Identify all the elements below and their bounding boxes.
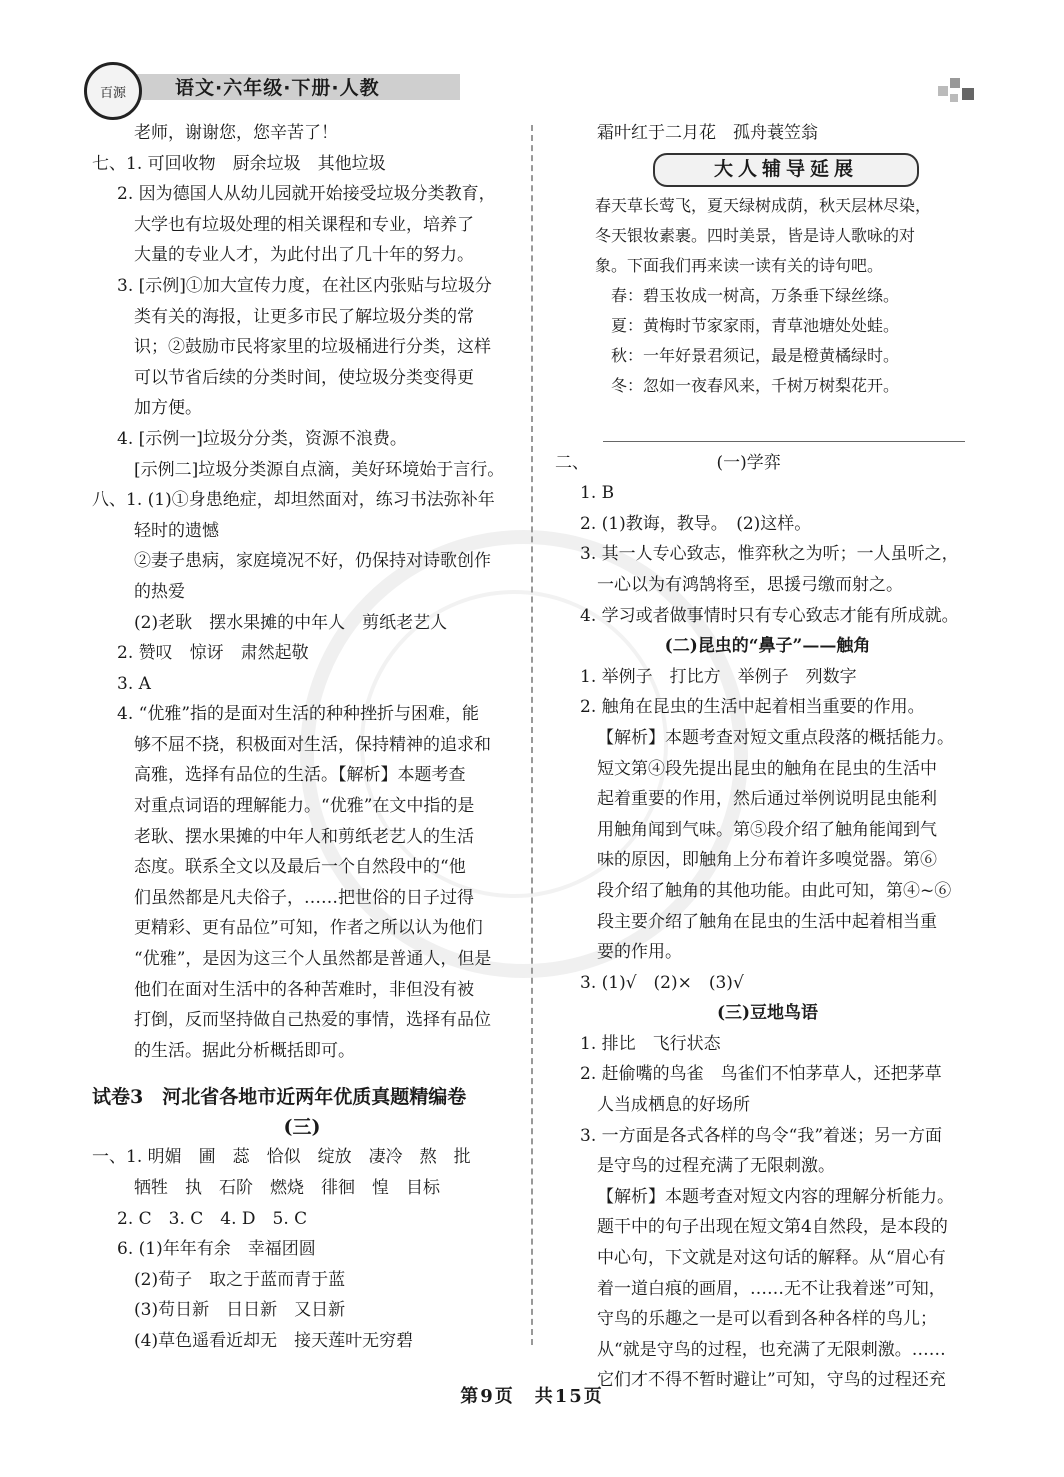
answer-line: 它们才不得不暂时避让”可知，守鸟的过程还充 (597, 1370, 946, 1391)
answer-line: 2. 赶偷嘴的鸟雀 鸟雀们不怕茅草人，还把茅草 (580, 1064, 942, 1085)
answer-line: 的热爱 (134, 581, 185, 602)
exam3-title: 试卷3 河北省各地市近两年优质真题精编卷 (92, 1086, 467, 1109)
answer-line: 是守鸟的过程充满了无限刺激。 (597, 1156, 835, 1177)
answer-line: 加方便。 (134, 398, 202, 419)
page-footer: 第9页 共15页 (460, 1386, 604, 1407)
left-column (92, 118, 512, 1357)
answer-line: 【解析】本题考查对短文内容的理解分析能力。 (597, 1186, 954, 1207)
answer-line: [示例二]垃圾分类源自点滴，美好环境始于言行。 (134, 459, 505, 480)
answer-line: 2. C 3. C 4. D 5. C (117, 1208, 308, 1229)
extension-line: 冬：忽如一夜春风来，千树万树梨花开。 (595, 375, 900, 395)
answer-line: 牺牲 执 石阶 燃烧 徘徊 惶 目标 (134, 1178, 440, 1198)
answer-line: “优雅”，是因为这三个人虽然都是普通人，但是 (134, 949, 492, 970)
answer-line: 二、 (一)学弈 (555, 452, 781, 473)
answer-line: 中心句，下文就是对这句话的解释。从“眉心有 (597, 1248, 946, 1269)
answer-line: 高雅，选择有品位的生活。【解析】本题考查 (134, 765, 466, 786)
answer-line: 3. A (117, 673, 151, 694)
answer-line: 6. (1)年年有余 幸福团圆 (117, 1239, 316, 1260)
answer-line: 3. 一方面是各式各样的鸟令“我”着迷；另一方面 (580, 1125, 943, 1146)
extension-line: 秋：一年好景君须记，最是橙黄橘绿时。 (595, 345, 900, 365)
answer-line: 2. (1)教诲，教导。 (2)这样。 (580, 513, 812, 534)
answer-line: 段介绍了触角的其他功能。由此可知，第④~⑥ (597, 880, 952, 901)
extension-line: 冬天银妆素裹。四时美景，皆是诗人歌咏的对 (595, 225, 916, 245)
answer-line: (3)苟日新 日日新 又日新 (134, 1300, 346, 1321)
answer-line: 用触角闻到气味。第⑤段介绍了触角能闻到气 (597, 819, 937, 840)
section-heading: (三)豆地鸟语 (716, 1003, 819, 1024)
answer-line: 2. 赞叹 惊讶 肃然起敬 (117, 643, 309, 664)
answer-line: 老师，谢谢您，您辛苦了！ (134, 123, 338, 143)
left-answers (92, 118, 512, 1066)
answer-line: 一、1. 明媚 圃 蕊 恰似 绽放 凄冷 熬 批 (92, 1147, 471, 1168)
extension-line: 夏：黄梅时节家家雨，青草池塘处处蛙。 (595, 315, 900, 335)
extension-body (595, 191, 965, 401)
answer-line: 起着重要的作用，然后通过举例说明昆虫能利 (597, 789, 937, 810)
answer-line: (2)荀子 取之于蓝而青于蓝 (134, 1269, 346, 1290)
answer-line: 短文第④段先提出昆虫的触角在昆虫的生活中 (597, 758, 937, 779)
logo-text: 百源 (99, 85, 126, 101)
answer-line: 八、1. (1)①身患绝症，却坦然面对，练习书法弥补年 (92, 490, 495, 511)
answer-line: 从“就是守鸟的过程，也充满了无限刺激。…… (597, 1339, 946, 1360)
extension-box (595, 153, 965, 442)
answer-line: (4)草色遥看近却无 接天莲叶无穷碧 (134, 1330, 414, 1351)
publisher-logo (84, 62, 142, 120)
answer-line: 轻时的遗憾 (134, 520, 219, 541)
exam3-answers (92, 1142, 512, 1356)
answer-line: 1. B (580, 483, 615, 504)
page-header (80, 62, 990, 102)
answer-line: 七、1. 可回收物 厨余垃圾 其他垃圾 (92, 153, 386, 174)
answer-line: 打倒，反而坚持做自己热爱的事情，选择有品位 (134, 1010, 491, 1031)
answer-line: 老耿、摆水果摊的中年人和剪纸老艺人的生活 (134, 826, 474, 847)
answer-line: 更精彩、更有品位”可知，作者之所以认为他们 (134, 918, 483, 939)
answer-line: 大量的专业人才，为此付出了几十年的努力。 (134, 245, 474, 266)
exam3-subtitle: (三) (283, 1116, 321, 1139)
answer-line: 4. “优雅”指的是面对生活的种种挫折与困难，能 (117, 704, 480, 725)
answer-line: 要的作用。 (597, 942, 682, 963)
answer-line: 人当成栖息的好场所 (597, 1095, 750, 1116)
header-title: 语文·六年级·下册·人教 (175, 77, 380, 99)
extension-line: 春天草长莺飞，夏天绿树成荫，秋天层林尽染， (595, 195, 932, 215)
poem-line: 霜叶红于二月花 孤舟蓑笠翁 (597, 123, 818, 143)
answer-line: 1. 举例子 打比方 举例子 列数字 (580, 666, 857, 687)
extension-line: 春：碧玉妆成一树高，万条垂下绿丝绦。 (595, 285, 900, 305)
answer-line: 3. 其一人专心致志，惟弈秋之为听；一人虽听之， (580, 544, 959, 565)
answer-line: 可以节省后续的分类时间，使垃圾分类变得更 (134, 367, 474, 388)
answer-line: 守鸟的乐趣之一是可以看到各种各样的鸟儿； (597, 1309, 937, 1330)
answer-line: 3. (1)√ (2)× (3)√ (580, 972, 744, 993)
answer-line: 对重点词语的理解能力。“优雅”在文中指的是 (134, 796, 475, 817)
answer-line: 题干中的句子出现在短文第4自然段，是本段的 (597, 1217, 948, 1238)
answer-line: 类有关的海报，让更多市民了解垃圾分类的常 (134, 306, 474, 327)
answer-line: 【解析】本题考查对短文重点段落的概括能力。 (597, 727, 954, 748)
extension-line: 象。下面我们再来读一读有关的诗句吧。 (595, 255, 884, 275)
answer-line: 4. [示例一]垃圾分分类，资源不浪费。 (117, 428, 407, 449)
column-divider (531, 125, 533, 1345)
right-answers (555, 448, 980, 1396)
extension-heading: 大人辅导延展 (653, 153, 919, 187)
right-column (555, 118, 980, 1396)
answer-line: 2. 因为德国人从幼儿园就开始接受垃圾分类教育， (117, 184, 496, 205)
answer-line: 一心以为有鸿鹄将至，思援弓缴而射之。 (597, 574, 903, 595)
answer-line: 2. 触角在昆虫的生活中起着相当重要的作用。 (580, 697, 925, 718)
answer-line: 4. 学习或者做事情时只有专心致志才能有所成就。 (580, 605, 959, 626)
answer-line: 的生活。据此分析概括即可。 (134, 1040, 355, 1061)
answer-line: 大学也有垃圾处理的相关课程和专业，培养了 (134, 214, 474, 235)
answer-line: 态度。联系全文以及最后一个自然段中的“他 (134, 857, 466, 878)
answer-line: 1. 排比 飞行状态 (580, 1033, 721, 1054)
answer-line: 们虽然都是凡夫俗子，……把世俗的日子过得 (134, 887, 474, 908)
section-heading: (二)昆虫的“鼻子”——触角 (664, 636, 871, 657)
answer-line: 3. [示例]①加大宣传力度，在社区内张贴与垃圾分 (117, 275, 492, 296)
answer-line: 他们在面对生活中的各种苦难时，非但没有被 (134, 979, 474, 1000)
answer-line: 着一道白痕的画眉，……无不让我着迷”可知， (597, 1278, 946, 1299)
answer-line: 味的原因，即触角上分布着许多嗅觉器。第⑥ (597, 850, 937, 871)
answer-line: ②妻子患病，家庭境况不好，仍保持对诗歌创作 (134, 551, 491, 572)
answer-line: (2)老耿 摆水果摊的中年人 剪纸老艺人 (134, 612, 448, 633)
answer-line: 够不屈不挠，积极面对生活，保持精神的追求和 (134, 734, 491, 755)
answer-line: 段主要介绍了触角在昆虫的生活中起着相当重 (597, 911, 937, 932)
answer-line: 识；②鼓励市民将家里的垃圾桶进行分类，这样 (134, 337, 491, 358)
